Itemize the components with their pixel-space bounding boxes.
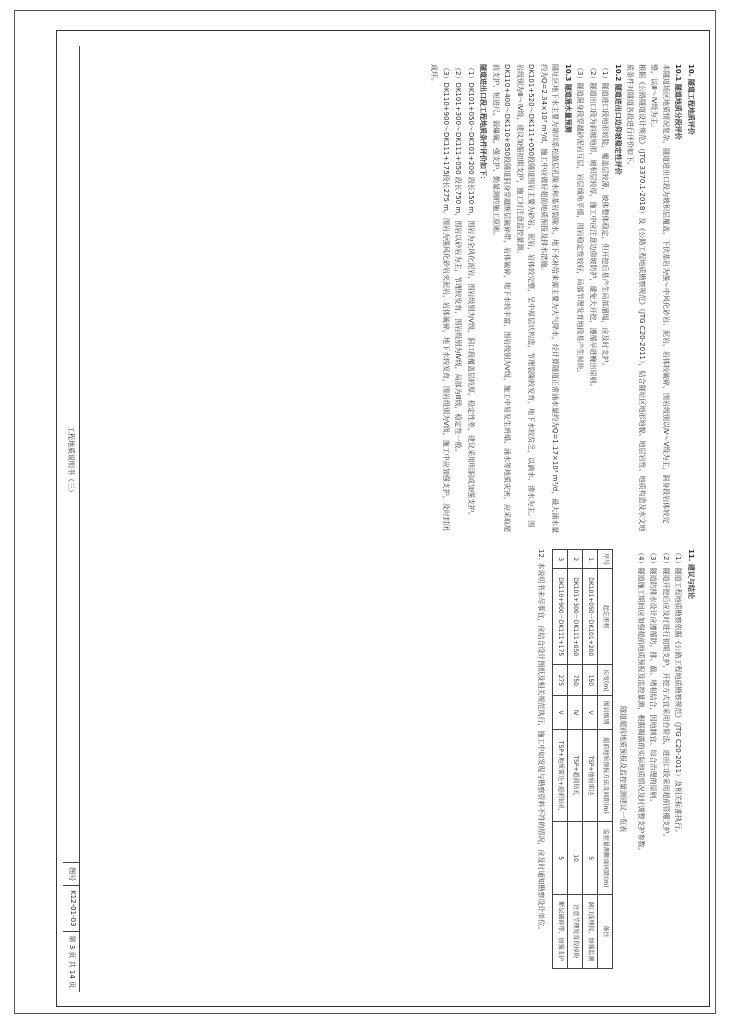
paragraph: 12. 本说明书未尽事宜，应结合设计图纸及相关规范执行，施工中如发现与勘察资料不符的情况，应及时通知勘察设计单位。 [537,549,545,934]
section-heading: 10.3 隧道涌水量预测 [564,64,572,133]
paragraph: 根据《公路隧道设计规范》（JTG 3370.1-2018）及《公路工程地质勘察规范》（JTG C20-2011），结合隧址区地形地貌、地层岩性、地质构造及水文地质条件对隧道各段进行评价如下。 [626,64,646,532]
table-cell: DK101+300～DK111+050 [568,569,583,665]
paragraph: （1）隧道工程地质勘察依据《公路工程地质勘察规范》（JTG C20-2011）及相关标准执行。 [674,549,683,837]
section-heading: 11. 建议与结论 [687,549,695,599]
table-cell: 275 [553,665,568,696]
table-cell: 洞口浅埋段，加强监测 [583,894,598,968]
table-header-cell: 围岩级别 [598,696,613,729]
table-cell: TSP+超前钻孔 [568,729,583,822]
drawing-sheet [60,34,706,1004]
table-cell: 3 [553,550,568,569]
table-cell: TSP+地质雷达 [583,729,598,822]
table-cell: 750 [568,665,583,696]
table-cell: 10 [568,822,583,894]
drawing-no: K12-01-03 [63,885,79,930]
section-heading: 隧道进出口段工程地质条件评价如下： [479,64,488,183]
table-cell: 1 [583,550,598,569]
right-column [534,549,697,989]
left-column [66,64,696,534]
table-row [553,550,568,969]
table-cell: DK101+050～DK101+200 [583,569,598,665]
table-caption: 隧道超前地质预报及监控量测建议一览表 [619,706,628,832]
rotated-content [60,34,706,1004]
paragraph: （1）DK101+050～DK101+200 段长150 m，围岩为全风化泥岩，围岩级别为Ⅴ级，洞口段覆盖层较厚，稳定性差，建议采用明洞或加强支护。 [467,64,475,520]
paragraph: （2）DK101+300～DK111+050 段长750 m，围岩以砂岩为主，节理较发育，围岩级别为Ⅳ级，局部为Ⅲ级，稳定性一般。 [454,64,463,456]
table-header-cell: 长度(m) [598,665,613,696]
section-heading: 10.2 隧道进出口边仰坡稳定性评价 [614,64,622,175]
table-row [568,550,583,969]
paragraph: 隧址区地下水主要为第四系松散层孔隙水和基岩裂隙水，地下水补给来源主要为大气降水，经计算隧道正常涌水量约为Q=1.17×10³ m³/d，最大涌水量约为Q=2.34×10³ m³/d，施工中应做好超前地质预报及排水措施。 [540,64,560,534]
paragraph: DK110+400～DK110+850段隧道洞身穿越断层破碎带，岩体破碎，地下水较丰富，围岩级别为Ⅴ级，施工中易发生坍塌、涌水等地质灾害，应采取超前支护、短进尺、弱爆破、强支护、勤量测的施工原则。 [492,64,512,532]
table-cell: Ⅳ [568,696,583,729]
paragraph: （3）隧道防排水设计应遵循防、排、截、堵相结合，因地制宜、综合治理的原则。 [649,549,658,806]
table-cell: 150 [583,665,598,696]
table-header-cell: 序号 [598,550,613,569]
page-indicator: 第 3 页 共 14 页 [63,931,79,993]
table-cell: Ⅴ [583,696,598,729]
paragraph: （2）隧道开挖后应及时进行初期支护，开挖方式宜采用台阶法，进出口段采用超前管棚支护。 [662,549,670,841]
spec-table [552,549,613,969]
table-header-row [598,550,613,969]
table-cell: TSP+地质雷达+超前钻孔 [553,729,568,822]
section-heading: 10. 隧道工程地质评价 [687,64,695,135]
sheet-title: 工程地质说明书（三） [67,426,75,496]
table-cell: Ⅴ [553,696,568,729]
table-cell: 2 [568,550,583,569]
table-cell: 5 [583,822,598,894]
paragraph: 本隧道场区地质情况复杂，隧道进出口段为坡积层覆盖，下伏基岩为强～中风化砂岩、泥岩，岩体较破碎，围岩级别以Ⅳ～Ⅴ级为主，洞身段岩体较完整，以Ⅲ～Ⅳ级为主。 [650,64,670,524]
paragraph: （3）隧道洞身段穿越砂泥岩互层，岩层倾角平缓，围岩稳定性较好，局部节理发育地段易产生掉块。 [576,64,585,377]
table-header-cell: 起讫里程 [598,569,613,665]
paragraph: DK101+520～DK111+050段隧道围岩主要为砂岩、泥岩，岩体较完整，呈中厚层状构造，节理裂隙较发育，地下水较贫乏，以滴水、渗水为主。围岩级别为Ⅲ～Ⅳ级，建议加强初期支护，施工时注意监控量测。 [516,64,536,528]
title-block-cells [63,862,79,992]
section-heading: 10.1 隧道地质分段评价 [674,64,683,140]
table-header-cell: 超前地质预报方法及间距(m) [598,729,613,822]
table-cell: DK110+900～DK111+175 [553,569,568,665]
paragraph: （4）隧道施工期间应加强超前地质预报及监控量测，根据揭露的实际地质情况及时调整支护参数。 [637,549,645,855]
table-cell: 注意节理发育段掉块 [568,894,583,968]
title-block [63,46,80,992]
table-cell: 断层破碎带，加强支护 [553,894,568,968]
table-header-cell: 监控量测断面间距(m) [598,822,613,894]
paragraph: （2）隧道出口段为斜坡地形，坡积层较厚，施工中应注意边仰坡防护，避免大开挖，遵循早进晚出原则。 [589,64,597,391]
drawing-no-label: 图号 [63,862,79,885]
paragraph: （1）隧道进口段地形较陡，覆盖层较薄，坡体整体稳定，但开挖后易产生局部溜塌，应及时支护。 [601,64,610,370]
table-header-cell: 备注 [598,894,613,968]
table-row [583,550,598,969]
paragraph: （3）DK110+900～DK111+175段长275 m，围岩为强风化砂岩夹泥岩，岩体破碎，地下水较发育，围岩级别为Ⅴ级，施工中应加强支护，及时封闭成环。 [430,64,450,531]
table-cell: 5 [553,822,568,894]
